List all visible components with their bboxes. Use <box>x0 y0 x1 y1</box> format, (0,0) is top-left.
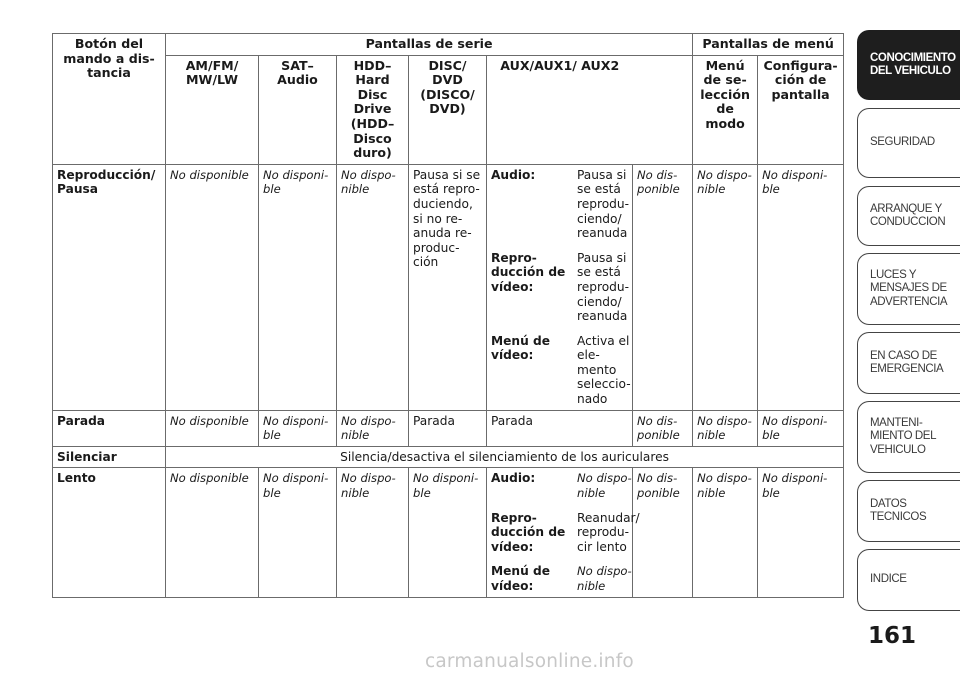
cell-hdd: No dispo- nible <box>337 410 409 446</box>
row-label: Parada <box>53 410 166 446</box>
aux-val-audio: Pausa si se está reprodu- ciendo/ reanuda <box>577 167 630 241</box>
header-group-menu: Pantallas de menú <box>693 34 844 56</box>
cell-sat: No disponi- ble <box>259 164 337 410</box>
cell-config: No disponi- ble <box>758 468 844 597</box>
tab-luces[interactable] <box>857 253 960 325</box>
cell-sat: No disponi- ble <box>259 410 337 446</box>
tab-label: DATOS TECNICOS <box>870 497 927 523</box>
header-corner: Botón del mando a dis- tancia <box>53 34 166 165</box>
aux-val-menu: No dispo- nible <box>577 564 632 593</box>
tab-mantenimiento[interactable] <box>857 401 960 473</box>
aux-key-audio: Audio: <box>491 471 536 486</box>
header-col-hdd: HDD– Hard Disc Drive (HDD– Disco duro) <box>337 55 409 164</box>
cell-disc: Parada <box>409 410 487 446</box>
cell-aux <box>487 468 640 597</box>
controls-table <box>52 33 844 598</box>
cell-silenciar-text: Silencia/desactiva el silenciamiento de los auriculares <box>166 446 844 468</box>
aux-key-audio: Audio: <box>491 167 536 182</box>
row-label: Lento <box>53 468 166 597</box>
cell-menu: No dispo- nible <box>693 410 758 446</box>
cell-am: No disponible <box>166 164 259 410</box>
row-label: Reproducción/ Pausa <box>53 164 166 410</box>
tab-label: LUCES Y MENSAJES DE ADVERTENCIA <box>870 268 948 308</box>
aux-val-video: Pausa si se está reprodu- ciendo/ reanuda <box>577 250 630 324</box>
cell-config: No disponi- ble <box>758 164 844 410</box>
header-col-am: AM/FM/ MW/LW <box>166 55 259 164</box>
header-col-blank <box>633 55 693 164</box>
tab-label: ARRANQUE Y CONDUCCION <box>870 202 946 228</box>
aux-val-video: Reanudar/ reprodu- cir lento <box>577 510 640 554</box>
row-silenciar <box>53 446 844 468</box>
cell-hdd: No dispo- nible <box>337 468 409 597</box>
row-lento <box>53 468 844 597</box>
tab-arranque[interactable] <box>857 186 960 246</box>
cell-disc: Pausa si se está repro- duciendo, si no re- anuda re- produc- ción <box>409 164 487 410</box>
aux-key-video: Repro- ducción de vídeo: <box>491 510 566 554</box>
tab-label: EN CASO DE EMERGENCIA <box>870 349 944 375</box>
aux-val-menu: Activa el ele- mento seleccio- nado <box>577 333 631 407</box>
cell-sat: No disponi- ble <box>259 468 337 597</box>
row-parada <box>53 410 844 446</box>
tab-seguridad[interactable] <box>857 108 960 178</box>
tab-indice[interactable] <box>857 549 960 611</box>
cell-am: No disponible <box>166 410 259 446</box>
row-label: Silenciar <box>53 446 166 468</box>
header-col-disc: DISC/ DVD (DISCO/ DVD) <box>409 55 487 164</box>
header-group-serie: Pantallas de serie <box>166 34 693 56</box>
watermark: carmanualsonline.info <box>425 651 634 672</box>
cell-extra: No dis- ponible <box>633 468 693 597</box>
cell-hdd: No dispo- nible <box>337 164 409 410</box>
header-col-config: Configura- ción de pantalla <box>758 55 844 164</box>
aux-key-video: Repro- ducción de vídeo: <box>491 250 566 294</box>
aux-key-menu: Menú de vídeo: <box>491 333 550 363</box>
cell-aux <box>487 164 633 410</box>
tab-datos[interactable] <box>857 480 960 542</box>
cell-extra: No dis- ponible <box>633 164 693 410</box>
page-number: 161 <box>867 623 916 649</box>
cell-extra: No dis- ponible <box>633 410 693 446</box>
tab-label: MANTENI- MIENTO DEL VEHICULO <box>870 416 937 456</box>
aux-val-audio: No dispo- nible <box>577 471 632 501</box>
tab-label: CONOCIMIENTO DEL VEHICULO <box>870 51 956 77</box>
cell-menu: No dispo- nible <box>693 164 758 410</box>
aux-key-menu: Menú de vídeo: <box>491 564 550 593</box>
tab-label: INDICE <box>870 573 907 586</box>
cell-aux: Parada <box>487 410 633 446</box>
tab-label: SEGURIDAD <box>870 136 935 149</box>
cell-config: No disponi- ble <box>758 410 844 446</box>
row-reproduccion <box>53 164 844 410</box>
header-col-menu: Menú de se- lección de modo <box>693 55 758 164</box>
cell-am: No disponible <box>166 468 259 597</box>
cell-menu: No dispo- nible <box>693 468 758 597</box>
cell-disc: No disponi- ble <box>409 468 487 597</box>
tab-emergencia[interactable] <box>857 332 960 394</box>
header-col-sat: SAT– Audio <box>259 55 337 164</box>
header-col-aux: AUX/AUX1/ AUX2 <box>487 55 633 164</box>
tab-conocimiento[interactable] <box>857 30 960 100</box>
